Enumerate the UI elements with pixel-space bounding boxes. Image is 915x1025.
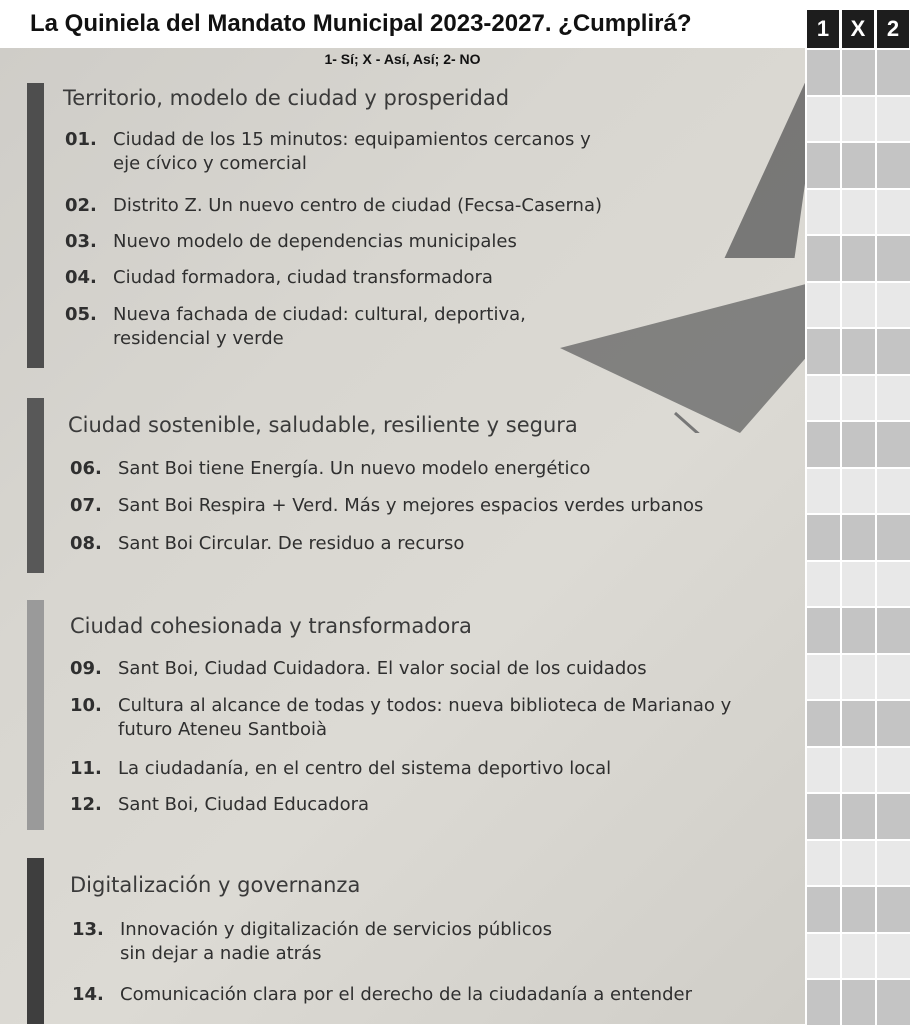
answer-cell[interactable]: [807, 329, 840, 374]
list-item: [70, 657, 647, 681]
answer-cell[interactable]: [877, 283, 910, 328]
answer-cell[interactable]: [807, 143, 840, 188]
page-title: La Quiniela del Mandato Municipal 2023-2027. ¿Cumplirá?: [30, 10, 692, 37]
answer-cell[interactable]: [877, 562, 910, 607]
item-number: 14.: [72, 984, 104, 1005]
list-item: [72, 918, 552, 966]
list-item: [65, 266, 493, 290]
list-item: [70, 757, 611, 781]
list-item: [70, 494, 703, 518]
answer-cell[interactable]: [842, 748, 875, 793]
section-bar: [27, 398, 44, 573]
item-text: Distrito Z. Un nuevo centro de ciudad (Fecsa-Caserna): [113, 195, 603, 216]
item-number: 09.: [70, 658, 102, 679]
answer-cell[interactable]: [807, 701, 840, 746]
list-item: [70, 793, 369, 817]
answer-cell[interactable]: [877, 701, 910, 746]
item-number: 11.: [70, 758, 102, 779]
item-number: 10.: [70, 695, 102, 716]
answer-cell[interactable]: [807, 515, 840, 560]
answer-cell[interactable]: [877, 97, 910, 142]
column-header-2: 2: [877, 10, 909, 48]
answer-cell[interactable]: [842, 143, 875, 188]
item-number: 07.: [70, 495, 102, 516]
answer-cell[interactable]: [842, 934, 875, 979]
answer-cell[interactable]: [807, 608, 840, 653]
item-text: Comunicación clara por el derecho de la ciudadanía a entender: [120, 984, 692, 1005]
item-text: Sant Boi, Ciudad Cuidadora. El valor social de los cuidados: [118, 658, 647, 679]
answer-cell[interactable]: [842, 97, 875, 142]
answer-cell[interactable]: [842, 655, 875, 700]
item-text: Nuevo modelo de dependencias municipales: [113, 231, 517, 252]
answer-cell[interactable]: [807, 376, 840, 421]
answer-cell[interactable]: [842, 515, 875, 560]
list-item: [72, 983, 692, 1007]
answer-cell[interactable]: [842, 329, 875, 374]
answer-cell[interactable]: [807, 562, 840, 607]
list-item: [70, 694, 731, 742]
column-header-1: 1: [807, 10, 839, 48]
item-number: 12.: [70, 794, 102, 815]
answer-grid: [805, 48, 915, 1024]
section-bar: [27, 600, 44, 830]
answer-cell[interactable]: [877, 608, 910, 653]
answer-cell[interactable]: [807, 422, 840, 467]
item-text: Sant Boi, Ciudad Educadora: [118, 794, 370, 815]
answer-cell[interactable]: [877, 236, 910, 281]
answer-cell[interactable]: [807, 748, 840, 793]
item-number: 03.: [65, 231, 97, 252]
answer-cell[interactable]: [842, 50, 875, 95]
item-number: 04.: [65, 267, 97, 288]
answer-cell[interactable]: [807, 283, 840, 328]
item-number: 02.: [65, 195, 97, 216]
item-text: Cultura al alcance de todas y todos: nueva biblioteca de Marianao y futuro Ateneu Santboià: [118, 695, 732, 740]
answer-cell[interactable]: [877, 469, 910, 514]
answer-cell[interactable]: [807, 190, 840, 235]
item-number: 08.: [70, 533, 102, 554]
item-number: 06.: [70, 458, 102, 479]
answer-cell[interactable]: [807, 469, 840, 514]
answer-cell[interactable]: [807, 841, 840, 886]
item-text: Ciudad de los 15 minutos: equipamientos cercanos y eje cívico y comercial: [113, 129, 591, 174]
item-text: Sant Boi tiene Energía. Un nuevo modelo energético: [118, 458, 591, 479]
answer-cell[interactable]: [842, 608, 875, 653]
answer-cell[interactable]: [842, 236, 875, 281]
answer-cell[interactable]: [877, 190, 910, 235]
item-text: Nueva fachada de ciudad: cultural, deportiva, residencial y verde: [113, 304, 526, 349]
answer-cell[interactable]: [842, 980, 875, 1025]
section-bar: [27, 858, 44, 1024]
item-number: 05.: [65, 304, 97, 325]
answer-cell[interactable]: [842, 283, 875, 328]
answer-cell[interactable]: [842, 701, 875, 746]
answer-cell[interactable]: [807, 97, 840, 142]
item-text: Innovación y digitalización de servicios públicos sin dejar a nadie atrás: [120, 919, 552, 964]
legend: 1- Sí; X - Así, Así; 2- NO: [324, 51, 481, 67]
answer-cell[interactable]: [842, 841, 875, 886]
newspaper-clipping: [0, 48, 805, 1024]
section-title: Territorio, modelo de ciudad y prosperidad: [63, 86, 510, 110]
answer-cell[interactable]: [877, 50, 910, 95]
item-text: Sant Boi Respira + Verd. Más y mejores espacios verdes urbanos: [118, 495, 704, 516]
section-bar: [27, 83, 44, 368]
answer-cell[interactable]: [807, 655, 840, 700]
answer-cell[interactable]: [877, 515, 910, 560]
answer-cell[interactable]: [807, 980, 840, 1025]
list-item: [65, 128, 591, 176]
item-text: Ciudad formadora, ciudad transformadora: [113, 267, 493, 288]
answer-cell[interactable]: [877, 329, 910, 374]
column-header-x: X: [842, 10, 874, 48]
answer-cell[interactable]: [842, 376, 875, 421]
answer-cell[interactable]: [807, 50, 840, 95]
answer-cell[interactable]: [877, 794, 910, 839]
answer-cell[interactable]: [877, 655, 910, 700]
list-item: [65, 194, 602, 218]
answer-cell[interactable]: [807, 934, 840, 979]
answer-cell[interactable]: [877, 841, 910, 886]
decorative-shape: [725, 48, 805, 258]
decorative-shape: [560, 283, 805, 433]
answer-cell[interactable]: [877, 934, 910, 979]
list-item: [70, 532, 464, 556]
item-number: 13.: [72, 919, 104, 940]
list-item: [65, 230, 517, 254]
item-number: 01.: [65, 129, 97, 150]
answer-cell[interactable]: [842, 887, 875, 932]
answer-cell[interactable]: [877, 143, 910, 188]
answer-cell[interactable]: [842, 562, 875, 607]
answer-cell[interactable]: [807, 236, 840, 281]
answer-cell[interactable]: [842, 794, 875, 839]
answer-cell[interactable]: [842, 190, 875, 235]
section-title: Ciudad sostenible, saludable, resiliente y segura: [68, 413, 578, 437]
answer-cell[interactable]: [842, 469, 875, 514]
section-title: Digitalización y governanza: [70, 873, 361, 897]
answer-cell[interactable]: [842, 422, 875, 467]
answer-cell[interactable]: [807, 794, 840, 839]
answer-cell[interactable]: [877, 376, 910, 421]
item-text: Sant Boi Circular. De residuo a recurso: [118, 533, 465, 554]
answer-cell[interactable]: [877, 887, 910, 932]
list-item: [70, 457, 590, 481]
answer-cell[interactable]: [877, 422, 910, 467]
answer-cell[interactable]: [877, 748, 910, 793]
answer-cell[interactable]: [877, 980, 910, 1025]
section-title: Ciudad cohesionada y transformadora: [70, 614, 472, 638]
item-text: La ciudadanía, en el centro del sistema deportivo local: [118, 758, 612, 779]
answer-cell[interactable]: [807, 887, 840, 932]
list-item: [65, 303, 526, 351]
